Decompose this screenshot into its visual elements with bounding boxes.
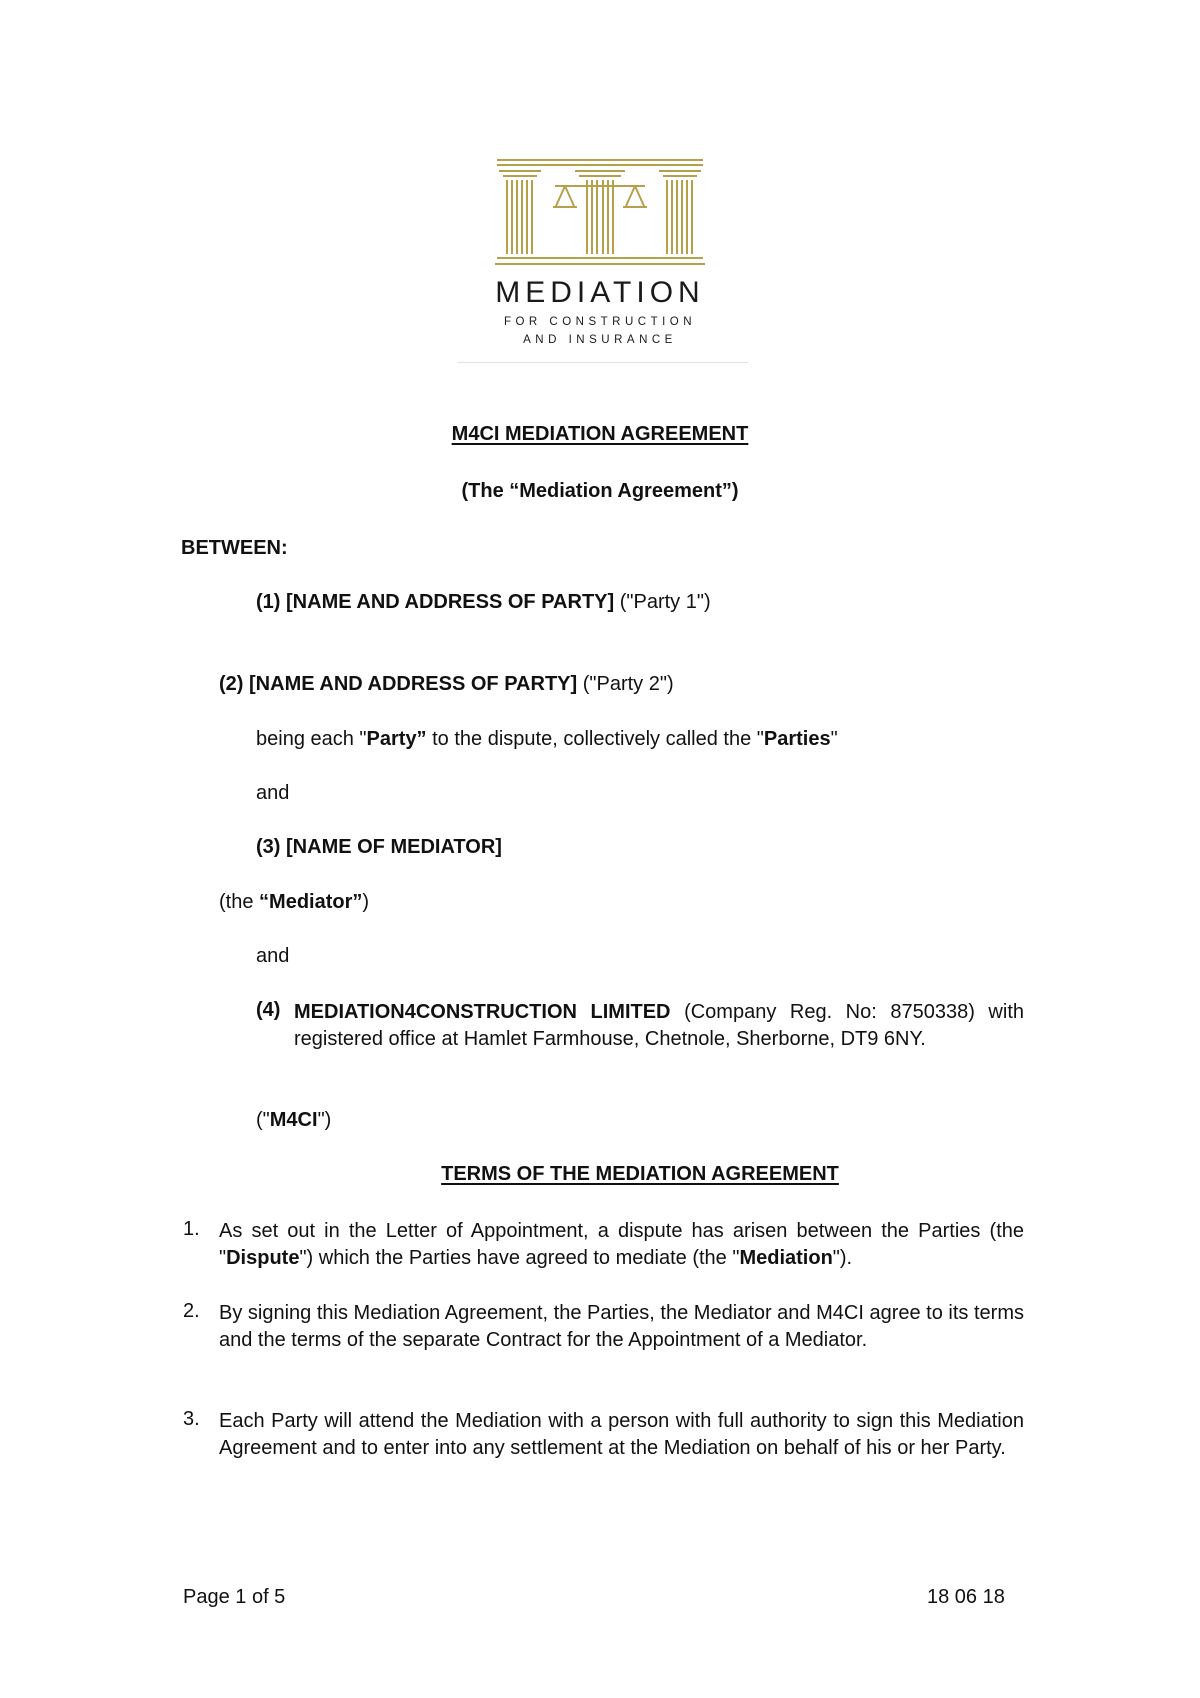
m4ci-alias: ("M4CI")	[256, 1109, 332, 1131]
parties-term: Parties	[763, 728, 831, 750]
clause-3-number: 3.	[183, 1408, 200, 1430]
mediation-columns-scales-logo-icon	[495, 158, 705, 268]
parties-definition: being each "Party” to the dispute, collectively called the "Parties"	[256, 728, 838, 750]
mediator-alias: (the “Mediator”)	[219, 891, 370, 913]
m4ci-name: MEDIATION4CONSTRUCTION LIMITED	[294, 1001, 671, 1023]
dispute-term: Dispute	[226, 1247, 300, 1269]
clause-1-number: 1.	[183, 1218, 200, 1240]
clause-3-text: Each Party will attend the Mediation with a person with full authority to sign this Mediation Agreement and to enter into any settlement at the Mediation on behalf of his or her Party.	[219, 1410, 1024, 1459]
party-term: Party”	[366, 728, 427, 750]
party-1-name: [NAME AND ADDRESS OF PARTY]	[286, 591, 615, 613]
m4ci-details	[294, 999, 1024, 1053]
m4ci-registration: (Company Reg. No: 8750338) with registered office at Hamlet Farmhouse, Chetnole, Sherborne, DT9 6NY.	[294, 1001, 1024, 1050]
document-title: M4CI MEDIATION AGREEMENT	[451, 423, 749, 445]
m4ci-number: (4)	[256, 999, 281, 1021]
logo-divider	[458, 362, 748, 363]
logo-wordmark: MEDIATION	[495, 276, 705, 309]
party-2-name: [NAME AND ADDRESS OF PARTY]	[249, 673, 578, 695]
mediation-term: Mediation	[739, 1247, 833, 1269]
clause-2-text: By signing this Mediation Agreement, the Parties, the Mediator and M4CI agree to its terms and the terms of the separate Contract for the Appointment of a Mediator.	[219, 1302, 1024, 1351]
page-number: Page 1 of 5	[183, 1586, 286, 1608]
and-text-1: and	[256, 782, 290, 804]
logo-subtitle-line2: AND INSURANCE	[523, 334, 677, 346]
party-2-alias: ("Party 2")	[582, 673, 674, 695]
mediator-line	[256, 836, 502, 859]
mediator-name: [NAME OF MEDIATOR]	[286, 836, 502, 858]
party-2-number: (2)	[219, 673, 244, 695]
between-label: BETWEEN:	[181, 537, 288, 559]
party-1-line	[256, 591, 711, 614]
party-1-alias: ("Party 1")	[619, 591, 711, 613]
party-1-number: (1)	[256, 591, 281, 613]
terms-heading: TERMS OF THE MEDIATION AGREEMENT	[441, 1163, 839, 1185]
mediator-number: (3)	[256, 836, 281, 858]
footer-date: 18 06 18	[927, 1586, 1005, 1608]
clause-1-text: As set out in the Letter of Appointment, a dispute has arisen between the Parties (the "Dispute") which the Parties have agreed to mediate (the "Mediation").	[219, 1220, 1024, 1269]
clause-2-number: 2.	[183, 1300, 200, 1322]
document-subtitle: (The “Mediation Agreement”)	[461, 480, 739, 502]
party-2-line	[219, 673, 674, 696]
logo-subtitle-line1: FOR CONSTRUCTION	[503, 316, 697, 328]
and-text-2: and	[256, 945, 290, 967]
